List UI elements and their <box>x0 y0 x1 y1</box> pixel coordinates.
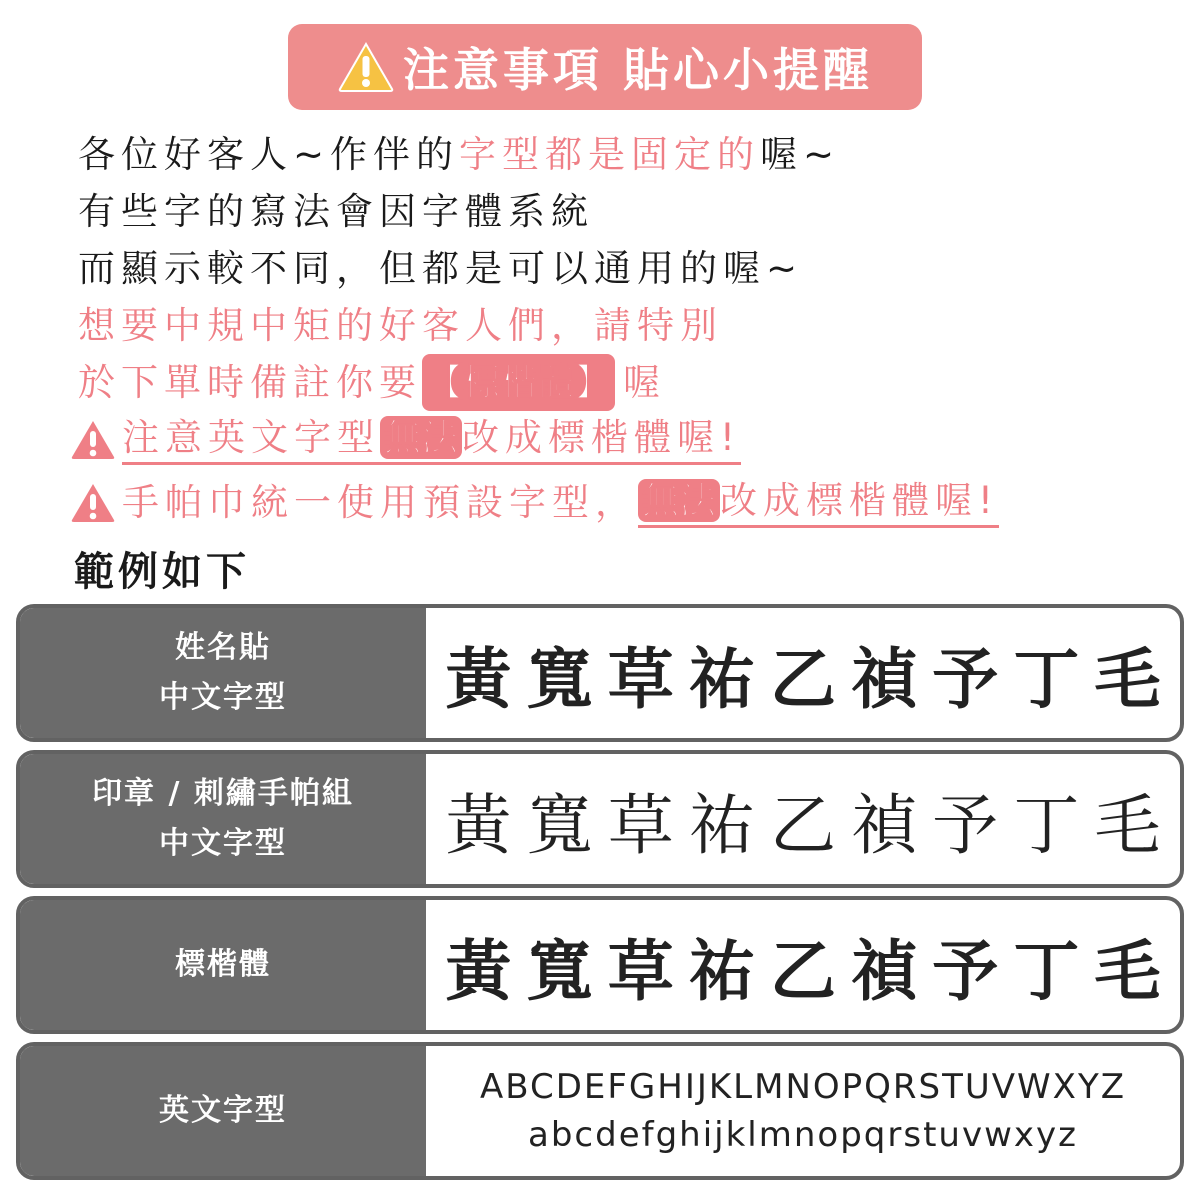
row-label-line: 中文字型 <box>159 826 287 861</box>
note-text: 改成標楷體喔! <box>462 416 741 459</box>
sample-char: 丁 <box>1013 640 1080 718</box>
row-label-line: 英文字型 <box>159 1093 287 1128</box>
font-sample <box>426 1046 1180 1176</box>
sample-char: 祐 <box>688 786 755 864</box>
warning-icon <box>337 41 395 93</box>
font-sample <box>426 900 1180 1030</box>
row-label-line: 中文字型 <box>159 680 287 715</box>
sample-char: 乙 <box>769 640 836 718</box>
example-title: 範例如下 <box>74 549 250 595</box>
header-banner <box>288 24 922 110</box>
row-label-line: 標楷體 <box>175 947 271 982</box>
sample-char: 祐 <box>688 640 755 718</box>
font-row-english <box>16 1042 1184 1180</box>
sample-char: 黃 <box>445 640 512 718</box>
sample-char: 黃 <box>445 786 512 864</box>
sample-char: 予 <box>932 640 999 718</box>
sample-char: 草 <box>607 931 674 1010</box>
note-text: 手帕巾統一使用預設字型， <box>122 481 638 524</box>
font-sample <box>426 608 1180 738</box>
sample-char: 予 <box>932 931 999 1010</box>
note-text: 改成標楷體喔! <box>720 479 999 522</box>
note-underlined <box>122 414 741 465</box>
sample-char: 寬 <box>526 931 593 1010</box>
row-label-line: 姓名貼 <box>175 630 271 665</box>
note-highlight: 字型都是固定的 <box>459 133 761 176</box>
sample-char: 丁 <box>1013 931 1080 1010</box>
sample-char: 寬 <box>526 786 593 864</box>
sample-char: 禎 <box>851 640 918 718</box>
font-row-name-sticker <box>16 604 1184 742</box>
sample-char: 毛 <box>1094 931 1161 1010</box>
sample-char: 禎 <box>851 931 918 1010</box>
note-text: 於下單時備註你要 <box>78 361 422 404</box>
sample-char: 禎 <box>851 786 918 864</box>
row-label-line: 印章 / 刺繡手帕組 <box>92 776 354 811</box>
alphabet-lower: abcdefghijklmnopqrstuvwxyz <box>528 1115 1078 1155</box>
row-label <box>20 608 426 738</box>
kai-font-badge: 【標楷體】 <box>422 354 615 411</box>
note-line-7 <box>78 474 999 531</box>
row-label <box>20 900 426 1030</box>
header-title: 注意事項 貼心小提醒 <box>402 43 873 97</box>
cannot-badge: 無法 <box>638 479 720 522</box>
note-underlined <box>638 477 999 528</box>
note-line-1 <box>78 126 999 183</box>
note-text: 各位好客人~作伴的 <box>78 133 460 176</box>
alphabet-upper: ABCDEFGHIJKLMNOPQRSTUVWXYZ <box>479 1067 1127 1107</box>
sample-char: 寬 <box>526 640 593 718</box>
note-line-5 <box>78 354 999 411</box>
warning-icon <box>70 419 116 461</box>
note-line-6 <box>78 411 999 468</box>
cannot-badge: 無法 <box>380 416 462 459</box>
font-row-kai <box>16 896 1184 1034</box>
note-line-2 <box>78 183 999 240</box>
note-text: 想要中規中矩的好客人們，請特別 <box>78 304 723 347</box>
sample-char: 黃 <box>445 931 512 1010</box>
sample-char: 祐 <box>688 931 755 1010</box>
row-label <box>20 754 426 884</box>
font-sample <box>426 754 1180 884</box>
note-text: 喔~ <box>760 133 841 176</box>
note-text: 而顯示較不同，但都是可以通用的喔~ <box>78 247 804 290</box>
note-text: 注意英文字型 <box>122 416 380 459</box>
note-line-3 <box>78 240 999 297</box>
note-text: 有些字的寫法會因字體系統 <box>78 190 594 233</box>
sample-char: 乙 <box>769 786 836 864</box>
sample-char: 毛 <box>1094 640 1161 718</box>
note-text: 喔 <box>623 361 666 404</box>
note-line-4 <box>78 297 999 354</box>
sample-char: 毛 <box>1094 786 1161 864</box>
sample-char: 草 <box>607 640 674 718</box>
font-row-stamp <box>16 750 1184 888</box>
sample-char: 予 <box>932 786 999 864</box>
sample-char: 丁 <box>1013 786 1080 864</box>
notes-block <box>78 126 999 531</box>
warning-icon <box>70 482 116 524</box>
sample-char: 草 <box>607 786 674 864</box>
sample-char: 乙 <box>769 931 836 1010</box>
row-label <box>20 1046 426 1176</box>
